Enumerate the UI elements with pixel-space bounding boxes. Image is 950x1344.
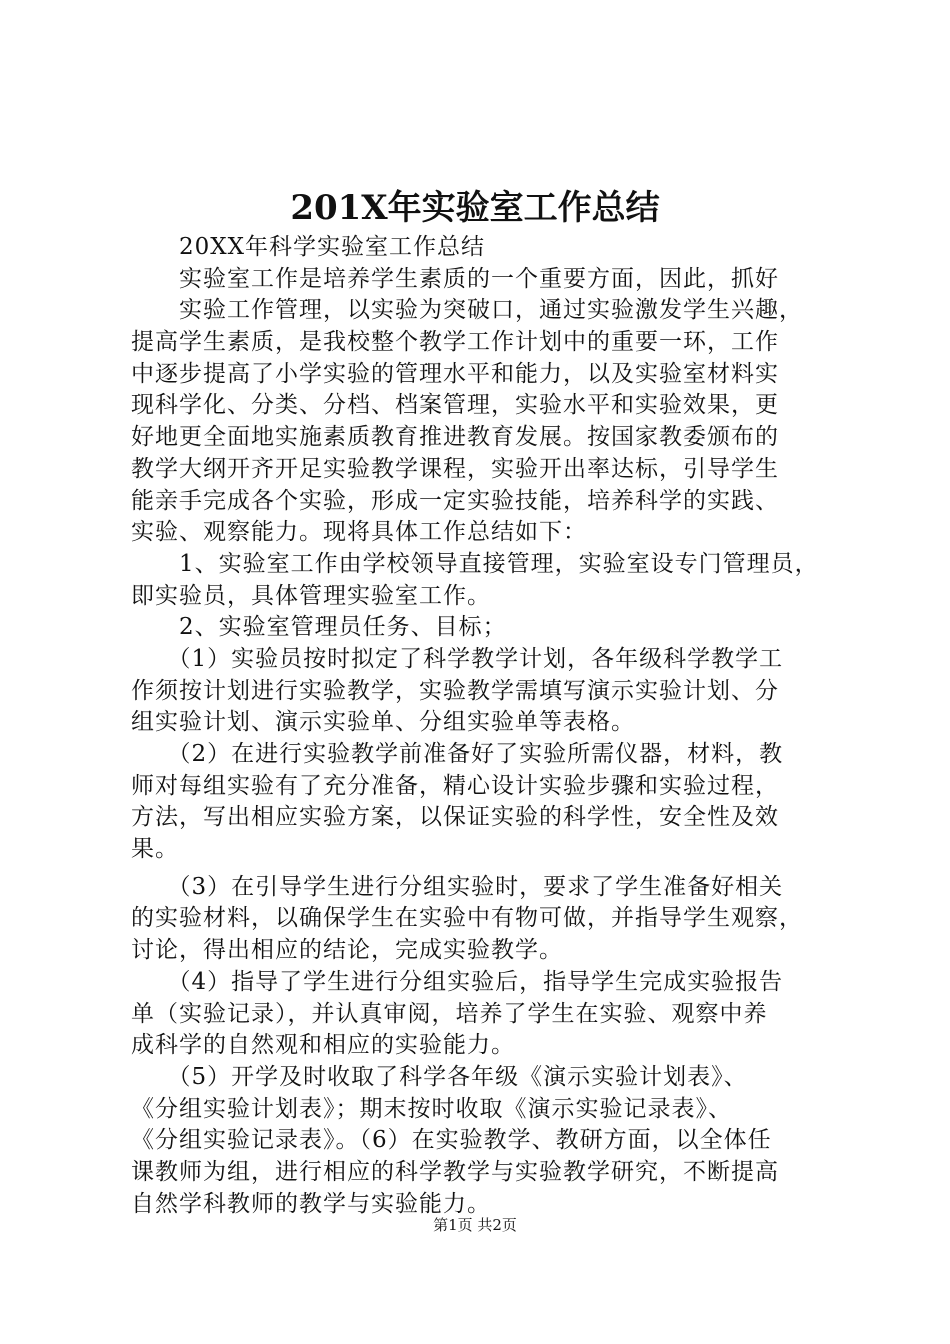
body-line: 好地更全面地实施素质教育推进教育发展。按国家教委颁布的 [131, 424, 779, 451]
page-footer: 第1页 共2页 [433, 1216, 517, 1234]
body-line: 1、实验室工作由学校领导直接管理，实验室设专门管理员， [131, 550, 819, 577]
body-line: 单（实验记录），并认真审阅，培养了学生在实验、观察中养 [131, 1000, 768, 1027]
body-line: 《分组实验计划表》；期末按时收取《演示实验记录表》、 [131, 1095, 732, 1122]
body-line: 现科学化、分类、分档、档案管理，实验水平和实验效果，更 [131, 392, 779, 419]
body-line: 方法，写出相应实验方案，以保证实验的科学性，安全性及效 [131, 804, 779, 831]
body-line: 2、实验室管理员任务、目标； [131, 614, 507, 641]
body-line: （5）开学及时收取了科学各年级《演示实验计划表》、 [131, 1063, 748, 1090]
body-line: 师对每组实验有了充分准备，精心设计实验步骤和实验过程， [131, 772, 779, 799]
document-body [131, 232, 846, 1220]
body-line: 课教师为组，进行相应的科学教学与实验教学研究，不断提高 [131, 1158, 779, 1185]
body-line: 作须按计划进行实验教学，实验教学需填写演示实验计划、分 [131, 677, 779, 704]
body-line: 成科学的自然观和相应的实验能力。 [131, 1032, 515, 1059]
body-line: 实验工作管理，以实验为突破口，通过实验激发学生兴趣， [131, 297, 803, 324]
body-line: （2）在进行实验教学前准备好了实验所需仪器，材料，教 [131, 741, 784, 767]
body-line: 提高学生素质，是我校整个教学工作计划中的重要一环，工作 [131, 329, 779, 356]
body-line: 实验、观察能力。现将具体工作总结如下： [131, 519, 587, 546]
body-line: 即实验员，具体管理实验室工作。 [131, 582, 491, 609]
body-line: 组实验计划、演示实验单、分组实验单等表格。 [131, 709, 635, 736]
body-line: 自然学科教师的教学与实验能力。 [131, 1190, 491, 1217]
body-line: 《分组实验记录表》。（6）在实验教学、教研方面，以全体任 [131, 1127, 772, 1154]
body-line: 的实验材料，以确保学生在实验中有物可做，并指导学生观察， [131, 905, 803, 932]
body-line: 果。 [131, 836, 179, 863]
body-line: 中逐步提高了小学实验的管理水平和能力，以及实验室材料实 [131, 360, 779, 387]
body-line: 实验室工作是培养学生素质的一个重要方面，因此，抓好 [131, 265, 779, 292]
body-line: （1）实验员按时拟定了科学教学计划，各年级科学教学工 [131, 645, 784, 672]
body-line: （4）指导了学生进行分组实验后，指导学生完成实验报告 [131, 968, 784, 995]
body-line: 讨论，得出相应的结论，完成实验教学。 [131, 937, 563, 964]
body-line: （3）在引导学生进行分组实验时，要求了学生准备好相关 [131, 873, 784, 900]
page-title: 201X年实验室工作总结 [290, 188, 660, 228]
body-line: 20XX年科学实验室工作总结 [131, 234, 486, 260]
body-line: 教学大纲开齐开足实验教学课程，实验开出率达标，引导学生 [131, 455, 779, 482]
body-line: 能亲手完成各个实验，形成一定实验技能，培养科学的实践、 [131, 487, 779, 514]
